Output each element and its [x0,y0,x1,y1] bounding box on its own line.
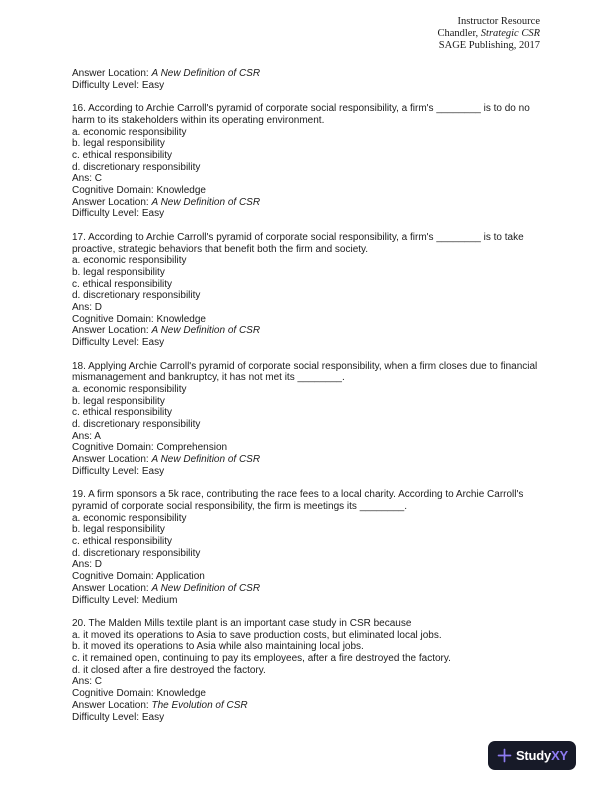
question-17-option-a: a. economic responsibility [72,255,187,267]
question-19 [72,489,542,606]
answer-location-line [72,68,542,80]
header-title-italic: Strategic CSR [480,28,540,39]
question-16-option-c: c. ethical responsibility [72,149,173,161]
question-17-answer: Ans: D [72,302,103,314]
question-19-option-a: a. economic responsibility [72,512,187,524]
question-19-option-d: d. discretionary responsibility [72,547,201,559]
question-17-option-c: c. ethical responsibility [72,278,173,290]
header-instructor-resource: Instructor Resource [457,16,540,27]
logo-text-study: Study [515,748,552,763]
question-17-stem: 17. According to Archie Carroll's pyramid of corporate social responsibility, a firm's ________ is to take proactive, strategic behaviors that benefit both the firm and society. [72,231,524,255]
question-18-option-c: c. ethical responsibility [72,407,173,419]
answer-location-label: Answer Location: [72,325,152,337]
answer-location-label: Answer Location: [72,68,152,79]
question-18-option-d: d. discretionary responsibility [72,419,201,431]
question-20-answer: Ans: C [72,676,103,688]
answer-location-label: Answer Location: [72,582,152,594]
answer-location-value: A New Definition of CSR [151,68,261,79]
question-16-stem: 16. According to Archie Carroll's pyramid of corporate social responsibility, a firm's ________ is to do no harm to its stakeholders within its operating environment. [72,103,530,126]
question-16 [72,103,542,220]
answer-location-line [72,700,542,712]
answer-location-label: Answer Location: [72,196,152,208]
difficulty-line: Difficulty Level: Easy [72,337,165,349]
header-author: Chandler, [437,28,481,39]
document-body [72,68,542,735]
question-20-stem: 20. The Malden Mills textile plant is an important case study in CSR because [72,617,412,629]
question-20-option-a: a. it moved its operations to Asia to save production costs, but eliminated local jobs. [72,629,442,641]
question-20-cognitive-domain: Cognitive Domain: Knowledge [72,688,206,700]
logo-wordmark [516,748,568,763]
difficulty-line: Difficulty Level: Easy [72,208,165,220]
answer-location-line [72,454,542,466]
question-16-option-b: b. legal responsibility [72,138,165,150]
question-18-answer: Ans: A [72,430,101,442]
question-17 [72,232,542,349]
answer-location-value: The Evolution of CSR [151,699,248,711]
question-16-option-d: d. discretionary responsibility [72,161,201,173]
question-18-stem: 18. Applying Archie Carroll's pyramid of corporate social responsibility, when a firm closes due to financial mismanagement and bankruptcy, it has not met its ________. [72,360,538,384]
question-20-option-b: b. it moved its operations to Asia while also maintaining local jobs. [72,641,364,653]
question-18-option-b: b. legal responsibility [72,395,165,407]
question-18 [72,361,542,478]
document-header [437,16,540,52]
answer-location-line [72,197,542,209]
question-17-option-b: b. legal responsibility [72,266,165,278]
question-20 [72,618,542,723]
answer-location-value: A New Definition of CSR [151,196,261,208]
answer-location-value: A New Definition of CSR [151,454,261,466]
answer-location-line [72,583,542,595]
question-16-cognitive-domain: Cognitive Domain: Knowledge [72,185,206,197]
question-17-option-d: d. discretionary responsibility [72,290,201,302]
question-18-cognitive-domain: Cognitive Domain: Comprehension [72,442,228,454]
question-20-option-d: d. it closed after a fire destroyed the factory. [72,664,266,676]
question-19-cognitive-domain: Cognitive Domain: Application [72,571,205,583]
question-19-option-c: c. ethical responsibility [72,536,173,548]
answer-location-label: Answer Location: [72,454,152,466]
header-book-title [437,28,540,40]
question-18-option-a: a. economic responsibility [72,383,187,395]
question-16-option-a: a. economic responsibility [72,126,187,138]
difficulty-line: Difficulty Level: Easy [72,465,165,477]
question-19-answer: Ans: D [72,559,103,571]
plus-icon [496,747,513,764]
difficulty-line: Difficulty Level: Medium [72,594,178,606]
question-16-answer: Ans: C [72,173,103,185]
difficulty-line: Difficulty Level: Easy [72,79,165,91]
answer-location-value: A New Definition of CSR [151,325,261,337]
question-19-stem: 19. A firm sponsors a 5k race, contributing the race fees to a local charity. According to Archie Carroll's pyramid of corporate social responsibility, the firm is meetings its ________. [72,489,524,512]
question-20-option-c: c. it remained open, continuing to pay its employees, after a fire destroyed the factory. [72,653,451,665]
answer-location-label: Answer Location: [72,699,152,711]
header-publisher: SAGE Publishing, 2017 [438,40,540,51]
answer-location-line [72,325,542,337]
logo-text-xy: XY [551,748,569,763]
question-15-meta-tail [72,68,542,91]
question-19-option-b: b. legal responsibility [72,524,165,536]
question-17-cognitive-domain: Cognitive Domain: Knowledge [72,313,206,325]
difficulty-line: Difficulty Level: Easy [72,711,165,723]
answer-location-value: A New Definition of CSR [151,582,261,594]
studyxy-logo[interactable] [488,741,576,770]
